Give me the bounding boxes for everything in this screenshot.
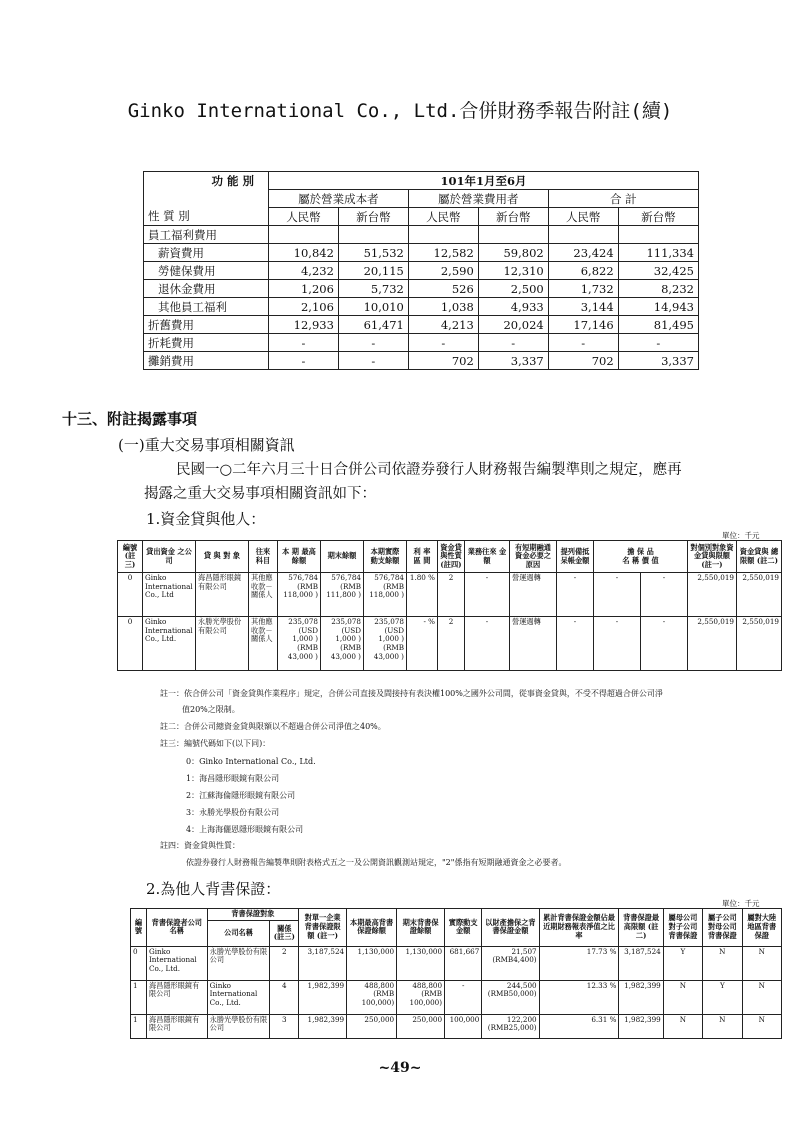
note: 註三：編號代碼如下(以下同)：: [160, 739, 271, 748]
cell: N: [742, 980, 781, 1014]
cell: 526: [408, 280, 478, 298]
cell: 2: [438, 573, 465, 617]
currency-header: 新台幣: [618, 208, 698, 226]
table-row: [144, 352, 699, 370]
col-header: 屬對大陸地區背書保證: [742, 909, 781, 947]
cell: N: [663, 980, 702, 1014]
table-row: [144, 280, 699, 298]
cell: 1,038: [408, 298, 478, 316]
cell: 250,000: [347, 1014, 397, 1038]
cell: 8,232: [618, 280, 698, 298]
expense-table: [143, 171, 699, 370]
cell: 1,130,000: [397, 946, 445, 980]
cell: -: [548, 334, 618, 352]
item-heading: 2.為他人背書保證：: [146, 880, 281, 898]
cell: 20,115: [338, 262, 408, 280]
loans-table: [117, 540, 782, 671]
cell: Ginko International Co., Ltd.: [146, 946, 207, 980]
cell: N: [703, 1014, 742, 1038]
cell: 3,144: [548, 298, 618, 316]
cell: 1,982,399: [299, 980, 347, 1014]
cell: 海昌隱形眼鏡有限公司: [146, 1014, 207, 1038]
note: 0：Ginko International Co., Ltd.: [186, 757, 316, 766]
currency-header: 人民幣: [408, 208, 478, 226]
row-label: 員工福利費用: [144, 226, 269, 244]
table-row: [144, 262, 699, 280]
cell: 488,800 (RMB 100,000): [397, 980, 445, 1014]
cell: 32,425: [618, 262, 698, 280]
col-header: 累計背書保證金額佔最近期財務報表淨值之比率: [539, 909, 619, 947]
note: 依證券發行人財務報告編製準則附表格式五之一及公開資訊觀測站規定，"2"係指有短期融通資金之必要者。: [186, 858, 567, 867]
cell: 12,310: [478, 262, 548, 280]
cell: -: [465, 573, 510, 617]
col-header: 擔 保 品 名 稱 價 值: [594, 541, 688, 573]
table-row: [144, 244, 699, 262]
cell: 12,582: [408, 244, 478, 262]
col-header: 編 號: [131, 909, 147, 947]
cell: 0: [118, 573, 143, 617]
table-row: [131, 1014, 782, 1038]
cell: 1,982,399: [619, 980, 663, 1014]
cell: 23,424: [548, 244, 618, 262]
cell: 12,933: [268, 316, 338, 334]
cell: 111,334: [618, 244, 698, 262]
table-row: [131, 980, 782, 1014]
cell: 1,982,399: [619, 1014, 663, 1038]
cell: Ginko International Co., Ltd.: [143, 617, 196, 671]
cell: 4,232: [268, 262, 338, 280]
cell: 10,842: [268, 244, 338, 262]
cell: 250,000: [397, 1014, 445, 1038]
row-label: 薪資費用: [144, 244, 269, 262]
table-row: [131, 946, 782, 980]
row-label: 折耗費用: [144, 334, 269, 352]
cell: 17,146: [548, 316, 618, 334]
cell: 2: [438, 617, 465, 671]
cell: 1,130,000: [347, 946, 397, 980]
cell: 235,078 (USD 1,000 ) (RMB 43,000 ): [278, 617, 321, 671]
cell: 1,982,399: [299, 1014, 347, 1038]
note: 註一：依合併公司「資金貸與作業程序」規定，合併公司直接及間接持有表決權100%之國外公司間，從事資金貸與，不受不得超過合併公司淨: [160, 689, 663, 698]
cell: 10,010: [338, 298, 408, 316]
cell: 2,500: [478, 280, 548, 298]
col-header: 公司名稱: [207, 920, 270, 946]
cell: 122,200 (RMB25,000): [482, 1014, 539, 1038]
table-row: [118, 617, 782, 671]
group-total-header: 合 計: [548, 190, 698, 208]
cell: - %: [407, 617, 438, 671]
cell: N: [742, 946, 781, 980]
col-header: 資金貸與 總限額 (註二): [737, 541, 782, 573]
cell: -: [338, 352, 408, 370]
col-header: 本期最高背書保證餘額: [347, 909, 397, 947]
cell: 6,822: [548, 262, 618, 280]
cell: 1.80 %: [407, 573, 438, 617]
cell: Y: [663, 946, 702, 980]
cell: 576,784 (RMB 118,000 ): [364, 573, 407, 617]
cell: 2: [270, 946, 299, 980]
col-header: 貸出資金 之公司: [143, 541, 196, 573]
cell: 2,550,019: [737, 573, 782, 617]
col-header: 背書保證者公司名稱: [146, 909, 207, 947]
cell: -: [557, 617, 594, 671]
section-heading: 十三、附註揭露事項: [62, 410, 198, 428]
table-row: [144, 334, 699, 352]
cell: Y: [703, 980, 742, 1014]
col-header: 背書保證最高限額 (註二): [619, 909, 663, 947]
cell: 永勝光學股份有限公司: [207, 946, 270, 980]
cell: 3,187,524: [299, 946, 347, 980]
row-label: 折舊費用: [144, 316, 269, 334]
page-number: ~49~: [378, 1060, 422, 1076]
col-header: 業務往來 金 額: [465, 541, 510, 573]
cell: 2,550,019: [688, 617, 737, 671]
cell: 59,802: [478, 244, 548, 262]
period-header: 101年1月至6月: [268, 172, 698, 190]
cell: 海昌隱形眼鏡有限公司: [146, 980, 207, 1014]
cell: N: [663, 1014, 702, 1038]
note: 4：上海海儷恩隱形眼鏡有限公司: [186, 825, 304, 834]
row-label: 退休金費用: [144, 280, 269, 298]
nature-label: 性 質 別: [144, 208, 269, 226]
cell: 51,532: [338, 244, 408, 262]
cell: 488,800 (RMB 100,000): [347, 980, 397, 1014]
row-label: 攤銷費用: [144, 352, 269, 370]
cell: 61,471: [338, 316, 408, 334]
cell: -: [465, 617, 510, 671]
col-header: 期末背書保證餘額: [397, 909, 445, 947]
col-header: 對個別對象資金貸與限額 (註一): [688, 541, 737, 573]
col-header: 對單一企業背書保證限額 (註一): [299, 909, 347, 947]
cell: 永勝光學股份有限公司: [207, 1014, 270, 1038]
cell: 681,667: [445, 946, 482, 980]
group-header: 背書保證對象: [207, 909, 299, 921]
col-header: 以財產擔保之背書保證金額: [482, 909, 539, 947]
note: 1：海昌隱形眼鏡有限公司: [186, 774, 280, 783]
cell: 1,732: [548, 280, 618, 298]
paragraph: 民國一○二年六月三十日合併公司依證券發行人財務報告編製準則之規定，應再: [176, 462, 682, 478]
col-header: 利 率 區 間: [407, 541, 438, 573]
col-header: 期末餘額: [321, 541, 364, 573]
note: 3：永勝光學股份有限公司: [186, 808, 280, 817]
function-label: 功 能 別: [144, 172, 269, 190]
col-header: 有短期融通資金必要之原因: [510, 541, 557, 573]
col-header: 貸 與 對 象: [196, 541, 249, 573]
cell: -: [445, 980, 482, 1014]
col-header: 資金貸 與性質 (註四): [438, 541, 465, 573]
cell: 17.73 %: [539, 946, 619, 980]
cell: 其他應收款－關係人: [249, 573, 278, 617]
cell: 576,784 (RMB 118,000 ): [278, 573, 321, 617]
cell: 3,187,524: [619, 946, 663, 980]
cell: -: [338, 334, 408, 352]
unit-label: 單位：千元: [722, 899, 760, 908]
col-header: 屬子公司對母公司背書保證: [703, 909, 742, 947]
cell: -: [478, 334, 548, 352]
cell: -: [408, 334, 478, 352]
unit-label: 單位：千元: [722, 531, 760, 540]
cell: N: [703, 946, 742, 980]
subsection-heading: (一)重大交易事項相關資訊: [118, 436, 295, 454]
col-header: 關係 (註三): [270, 920, 299, 946]
cell: 702: [548, 352, 618, 370]
col-header: 屬母公司對子公司背書保證: [663, 909, 702, 947]
cell: 1,206: [268, 280, 338, 298]
note: 值20%之限制。: [182, 705, 240, 714]
col-header: 實際動支金額: [445, 909, 482, 947]
cell: 海昌隱形眼鏡有限公司: [196, 573, 249, 617]
paragraph: 揭露之重大交易事項相關資訊如下：: [144, 486, 376, 502]
currency-header: 人民幣: [548, 208, 618, 226]
cell: 244,500 (RMB50,000): [482, 980, 539, 1014]
cell: 0: [131, 946, 147, 980]
cell: -: [557, 573, 594, 617]
table-row: [144, 298, 699, 316]
cell: -: [594, 617, 641, 671]
cell: -: [618, 334, 698, 352]
cell: -: [268, 334, 338, 352]
cell: 1: [131, 980, 147, 1014]
cell: 3,337: [618, 352, 698, 370]
cell: 2,590: [408, 262, 478, 280]
cell: 營運週轉: [510, 617, 557, 671]
item-heading: 1.資金貸與他人：: [146, 510, 266, 528]
row-label: 勞健保費用: [144, 262, 269, 280]
cell: 81,495: [618, 316, 698, 334]
cell: 21,507 (RMB4,400): [482, 946, 539, 980]
currency-header: 新台幣: [338, 208, 408, 226]
cell: 永勝光學股份有限公司: [196, 617, 249, 671]
cell: 2,106: [268, 298, 338, 316]
cell: N: [742, 1014, 781, 1038]
cell: 5,732: [338, 280, 408, 298]
cell: 4: [270, 980, 299, 1014]
cell: 14,943: [618, 298, 698, 316]
group-expense-header: 屬於營業費用者: [408, 190, 548, 208]
cell: 2,550,019: [737, 617, 782, 671]
col-header: 本 期 最高餘額: [278, 541, 321, 573]
cell: -: [268, 352, 338, 370]
note: 2：江蘇海倫隱形眼鏡有限公司: [186, 791, 296, 800]
cell: 2,550,019: [688, 573, 737, 617]
cell: -: [641, 617, 688, 671]
col-header: 往來 科目: [249, 541, 278, 573]
col-header: 編號 (註三): [118, 541, 143, 573]
cell: 0: [118, 617, 143, 671]
cell: 235,078 (USD 1,000 ) (RMB 43,000 ): [321, 617, 364, 671]
col-header: 本期實際 動支餘額: [364, 541, 407, 573]
cell: Ginko International Co., Ltd.: [207, 980, 270, 1014]
cell: 營運週轉: [510, 573, 557, 617]
cell: 3,337: [478, 352, 548, 370]
note: 註四：資金貸與性質：: [160, 841, 240, 850]
cell: 576,784 (RMB 111,800 ): [321, 573, 364, 617]
cell: 702: [408, 352, 478, 370]
cell: 3: [270, 1014, 299, 1038]
note: 註二：合併公司總資金貸與限額以不超過合併公司淨值之40%。: [160, 722, 386, 731]
currency-header: 新台幣: [478, 208, 548, 226]
cell: 100,000: [445, 1014, 482, 1038]
table-row: [144, 316, 699, 334]
cell: 4,933: [478, 298, 548, 316]
cell: 235,078 (USD 1,000 ) (RMB 43,000 ): [364, 617, 407, 671]
cell: Ginko International Co., Ltd: [143, 573, 196, 617]
group-cost-header: 屬於營業成本者: [268, 190, 408, 208]
col-header: 提列備抵 呆帳金額: [557, 541, 594, 573]
cell: -: [641, 573, 688, 617]
page-title: Ginko International Co., Ltd.合併財務季報告附註(續): [127, 100, 673, 122]
table-row: [118, 573, 782, 617]
currency-header: 人民幣: [268, 208, 338, 226]
cell: 6.31 %: [539, 1014, 619, 1038]
cell: 12.33 %: [539, 980, 619, 1014]
table-row: [144, 226, 699, 244]
cell: 20,024: [478, 316, 548, 334]
cell: 1: [131, 1014, 147, 1038]
row-label: 其他員工福利: [144, 298, 269, 316]
cell: -: [594, 573, 641, 617]
cell: 4,213: [408, 316, 478, 334]
guarantee-table: [130, 908, 782, 1039]
cell: 其他應收款－關係人: [249, 617, 278, 671]
